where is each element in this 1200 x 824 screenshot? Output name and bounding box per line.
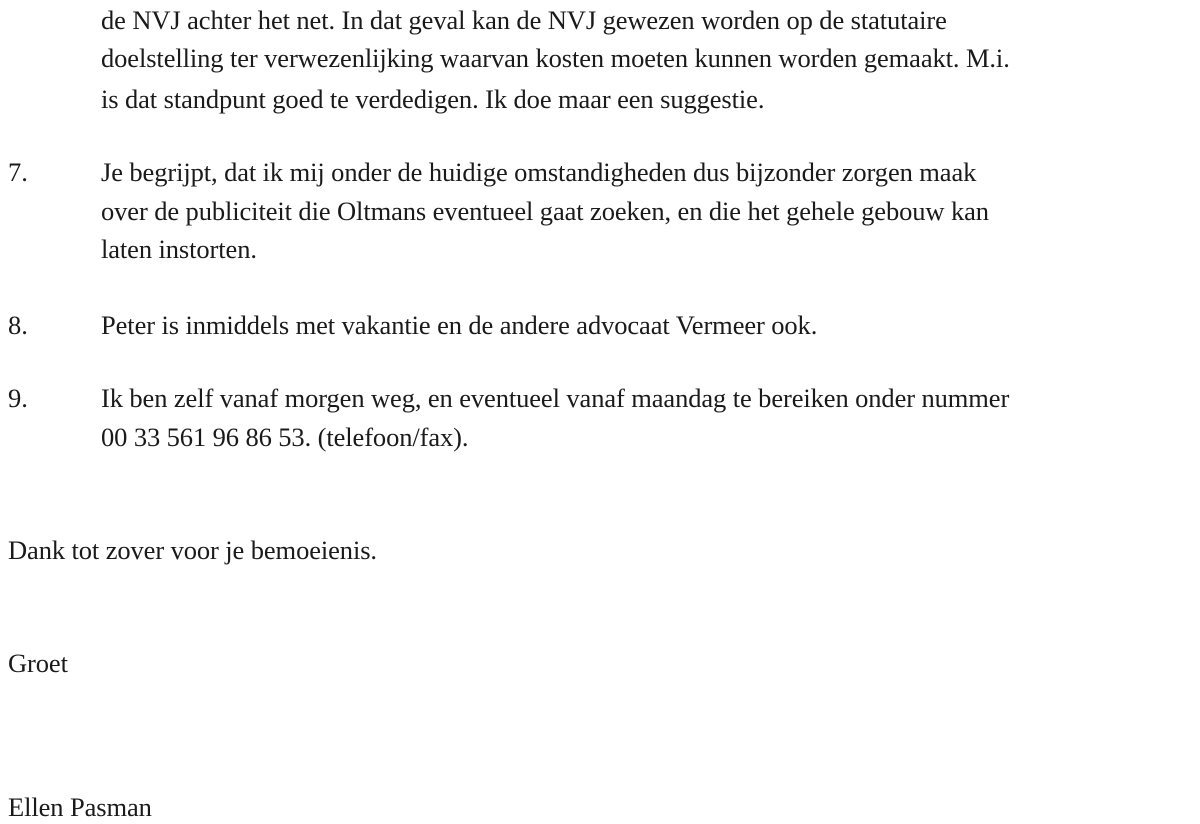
p9-line-1: Ik ben zelf vanaf morgen weg, en eventueel vanaf maandag te bereiken onder nummer [101, 383, 1010, 413]
p7-line-1: Je begrijpt, dat ik mij onder de huidige omstandigheden dus bijzonder zorgen maak [101, 157, 977, 187]
closing-thanks: Dank tot zover voor je bemoeienis. [8, 535, 377, 565]
p7-number: 7. [8, 157, 28, 187]
p8-number: 8. [8, 310, 28, 340]
p9-line-2: 00 33 561 96 86 53. (telefoon/fax). [101, 422, 469, 452]
p6-line-3: is dat standpunt goed te verdedigen. Ik doe maar een suggestie. [101, 84, 765, 114]
p7-line-2: over de publiciteit die Oltmans eventueel gaat zoeken, en die het gehele gebouw kan [101, 196, 989, 226]
closing-greeting: Groet [8, 648, 68, 678]
p7-line-3: laten instorten. [101, 234, 257, 264]
p9-number: 9. [8, 383, 28, 413]
signature-name: Ellen Pasman [8, 792, 152, 822]
p8-line-1: Peter is inmiddels met vakantie en de andere advocaat Vermeer ook. [101, 310, 818, 340]
p6-line-2: doelstelling ter verwezenlijking waarvan kosten moeten kunnen worden gemaakt. M.i. [101, 43, 1010, 73]
p6-line-1: de NVJ achter het net. In dat geval kan de NVJ gewezen worden op de statutaire [101, 5, 947, 35]
